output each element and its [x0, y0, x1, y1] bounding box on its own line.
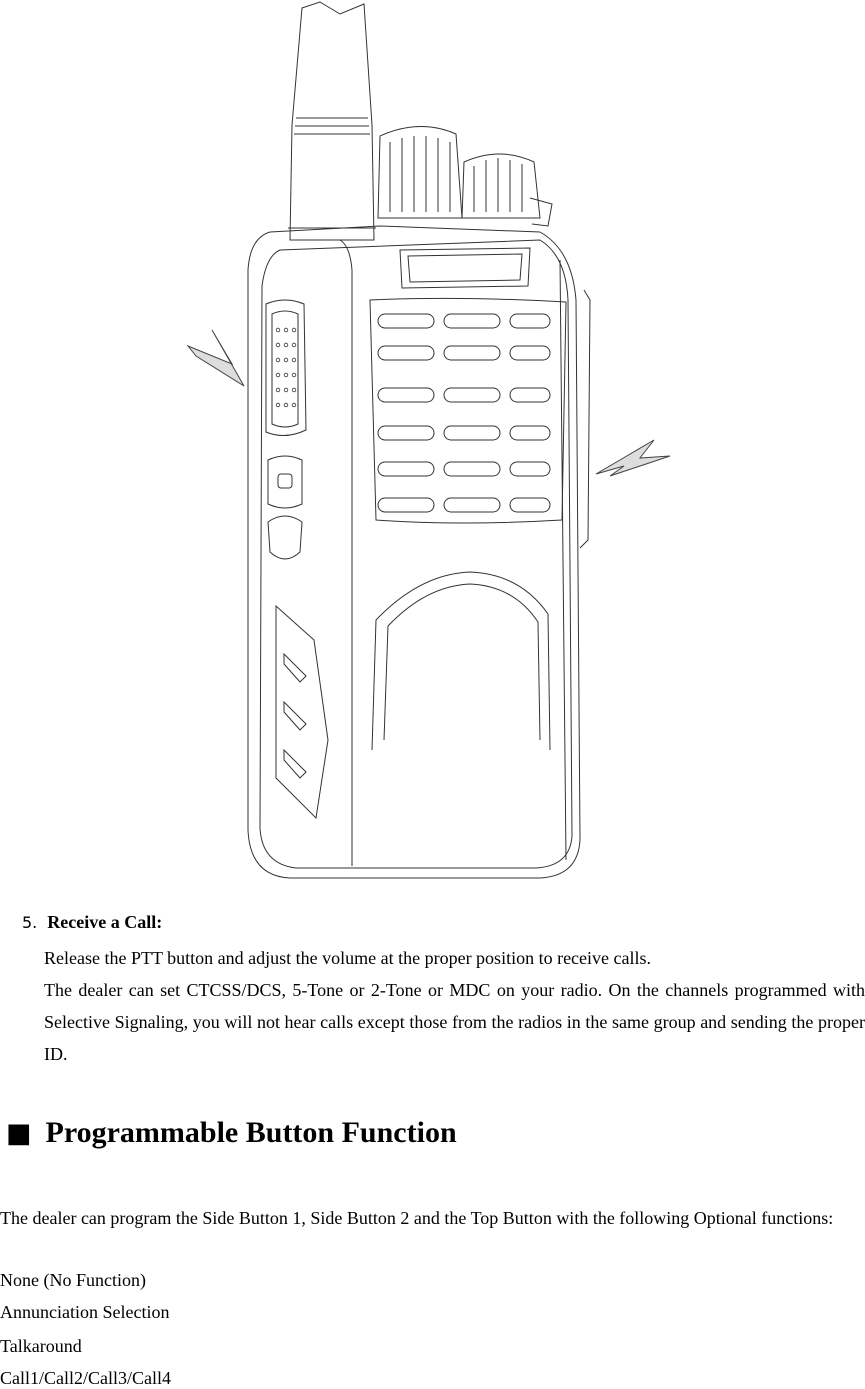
antenna [288, 2, 376, 240]
step-5-paragraph: The dealer can set CTCSS/DCS, 5-Tone or 2-Tone or MDC on your radio. On the channels programmed with Selective Signaling, you will not hear calls except those from the radios in the same group and sending the proper ID. [44, 980, 865, 1064]
step-5-heading [22, 912, 162, 933]
function-item: Call1/Call2/Call3/Call4 [0, 1368, 171, 1388]
knobs [378, 126, 552, 226]
function-item: Annunciation Selection [0, 1302, 170, 1322]
section-heading-text: Programmable Button Function [45, 1116, 457, 1149]
square-bullet-icon: ■ [6, 1118, 32, 1149]
intro-paragraph: The dealer can program the Side Button 1, Side Button 2 and the Top Button with the following Optional functions: [0, 1208, 834, 1228]
step-number: 5. [22, 913, 38, 932]
function-item: None (No Function) [0, 1270, 146, 1290]
arrow-right-icon [596, 440, 670, 476]
battery-panel [372, 572, 550, 750]
step-title: Receive a Call: [47, 912, 163, 932]
section-heading [6, 1116, 457, 1150]
step-5-line-1: Release the PTT button and adjust the volume at the proper position to receive calls. [44, 948, 652, 968]
arrow-left-icon [188, 330, 244, 386]
function-item: Talkaround [0, 1336, 82, 1356]
side-buttons [266, 300, 328, 818]
speaker-grille [370, 298, 566, 523]
